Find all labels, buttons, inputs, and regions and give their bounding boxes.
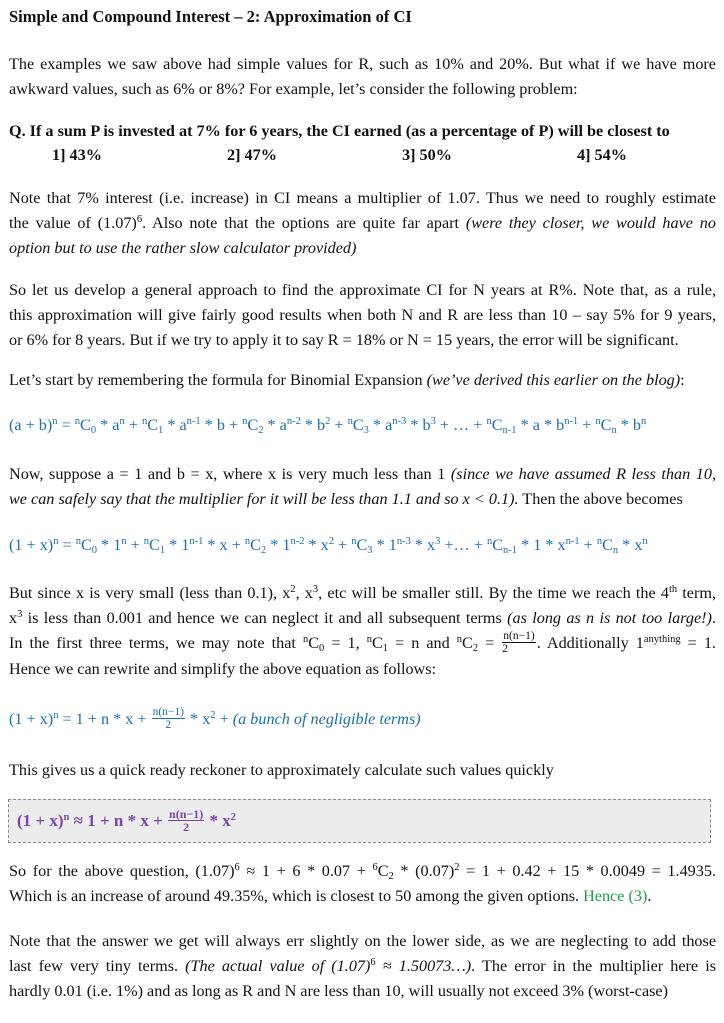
question-text: Q. If a sum P is invested at 7% for 6 years, the CI earned (as a percentage of P) will be closest to — [9, 122, 670, 140]
approximation-equation: $(1 + x)^n = 1 + n * x$ + $\frac{n(n-1)}{2}$ * $x^2 + (a$ bunch of negligible terms) — [9, 705, 421, 731]
boxed-formula: $(1 + x)^n \approx 1 + n * x$ + $\frac{n(n-1)}{2}$ * $x^2$ — [17, 806, 236, 834]
note-paragraph: Note that 7% interest (i.e. increase) in CI means a multiplier of 1.07. Thus we need to roughly estimate the value of $(1.07)^6$. Also note that the options are quite far apart (were they closer, we would have no option but to use the rather slow calculator provided) — [9, 189, 716, 257]
fraction: $\frac{n(n-1)}{2}$ — [152, 705, 184, 731]
option-3: 3] 50% — [402, 146, 452, 164]
fraction: $\frac{n(n-1)}{2}$ — [169, 806, 204, 834]
formula-callout-box — [8, 799, 711, 843]
binomial-expansion-equation: $(a + b)^n = ^nC_0 * a^n + ^nC_1 * a^{n-1} * b + ^nC_2 * a^{n-2} * b^2 + ^nC_3 * a^{n-3} * b^3$ + … + $^nC_{n-1} * a * b^{n-1} + ^nC_n * b^n$ — [9, 416, 647, 436]
approach-paragraph: So let us develop a general approach to find the approximate CI for N years at R%. Note that, as a rule, this approximation will give fairly good results when both N and R are less than 10 – say 5% for 9 years, or 6% for 8 years. But if we try to apply it to say R = 18% or N = 15 years, the error will be significant. — [9, 281, 716, 349]
intro-paragraph: The examples we saw above had simple values for R, such as 10% and 20%. But what if we have more awkward values, such as 6% or 8%? For example, let’s consider the following problem: — [9, 55, 716, 98]
answer-highlight: Hence (3) — [583, 887, 648, 905]
substitution-paragraph: Now, suppose a = 1 and b = x, where x is very much less than 1 (since we have assumed R less than 10, we can safely say that the multiplier for it will be less than 1.1 and so x < 0.1). Then the above becomes — [9, 465, 716, 508]
option-2: 2] 47% — [227, 146, 277, 164]
page-title: Simple and Compound Interest – 2: Approximation of CI — [9, 7, 412, 26]
answer-paragraph: So for the above question, $(1.07)^6 \approx 1 + 6 * 0.07 + ^6C_2 * (0.07)^2 = 1 + 0.42 + 15 * 0.0049 = 1.4935$. Which is an increase of around 49.35%, which is closest to 50 among the given options. Hence (3). — [9, 862, 716, 905]
ready-reckoner-text: This gives us a quick ready reckoner to approximately calculate such values quickly — [9, 761, 554, 779]
error-paragraph: Note that the answer we get will always err slightly on the lower side, as we are neglecting to add those last few very tiny terms. (The actual value of $(1.07)^6$ ≈ 1.50073…). The error in the multiplier here is hardly 0.01 (i.e. 1%) and as long as R and N are less than 10, will usually not exceed 3% (worst-case) — [9, 932, 717, 1000]
fraction: $\frac{n(n-1)}{2}$ — [502, 629, 535, 655]
option-4: 4] 54% — [577, 146, 627, 164]
simplification-paragraph: But since x is very small (less than 0.1), $x^2$, $x^3$, etc will be smaller still. By the time we reach the 4th term, $x^3$ is less than 0.001 and hence we can neglect it and all subsequent terms (as long as n is not too large!). In the first three terms, we may note that $^nC_0 = 1$, $^nC_1 = n$ and $^nC_2$ = $\frac{n(n-1)}{2}$ . Additionally $1^{anything} = 1$. Hence we can rewrite and simplify the above equation as follows: — [9, 584, 717, 678]
binomial-intro: Let’s start by remembering the formula for Binomial Expansion (we’ve derived this earlier on the blog): — [9, 371, 685, 389]
option-1: 1] 43% — [52, 146, 102, 164]
substituted-expansion-equation: $(1 + x)^n = ^nC_0 * 1^n + ^nC_1 * 1^{n-1} * x + ^nC_2 * 1^{n-2} * x^2 + ^nC_3 * 1^{n-3} * x^3$ +… + $^nC_{n-1} * 1 * x^{n-1} + ^nC_n * x^n$ — [9, 536, 648, 556]
